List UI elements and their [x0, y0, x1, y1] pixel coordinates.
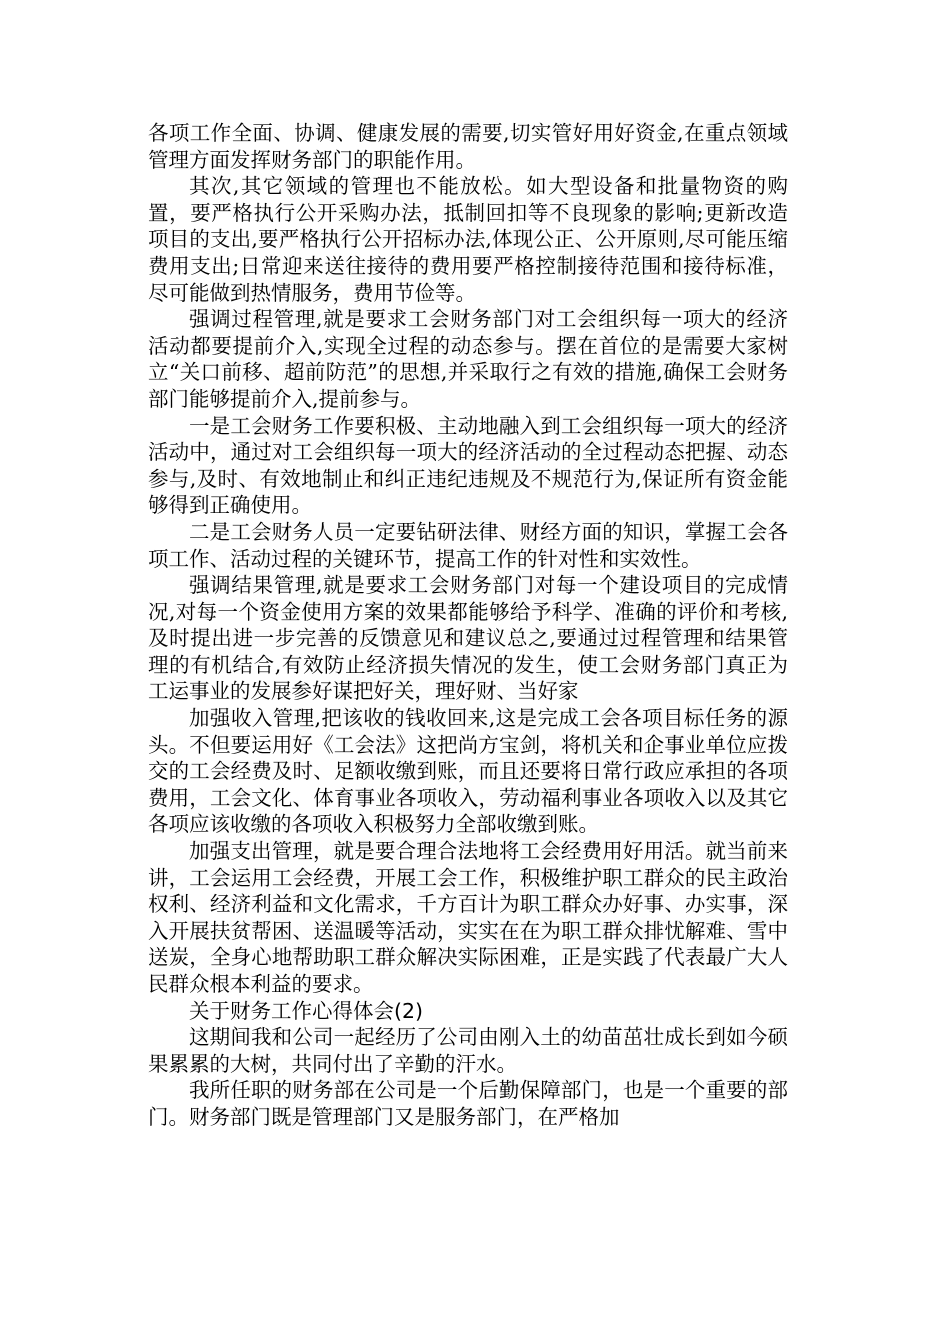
paragraph-company-growth: 这期间我和公司一起经历了公司由刚入土的幼苗茁壮成长到如今硕果累累的大树，共同付出了辛勤的汗水。 [148, 1025, 788, 1076]
paragraph-funds-management: 各项工作全面、协调、健康发展的需要,切实管好用好资金,在重点领域管理方面发挥财务部门的职能作用。 [148, 121, 788, 172]
paragraph-point-two: 二是工会财务人员一定要钻研法律、财经方面的知识，掌握工会各项工作、活动过程的关键环节，提高工作的针对性和实效性。 [148, 519, 788, 571]
paragraph-finance-department: 我所任职的财务部在公司是一个后勤保障部门，也是一个重要的部门。财务部门既是管理部门又是服务部门，在严格加 [148, 1078, 788, 1129]
section-heading: 关于财务工作心得体会(2) [189, 998, 424, 1023]
paragraph-expense-management: 加强支出管理，就是要合理合法地将工会经费用好用活。就当前来讲，工会运用工会经费，开展工会工作，积极维护职工群众的民主政治权利、经济利益和文化需求，千方百计为职工群众办好事、办实事，深入开展扶贫帮困、送温暖等活动，实实在在为职工群众排忧解难、雪中送炭，全身心地帮助职工群众解决实际困难，正是实践了代表最广大人民群众根本利益的要求。 [148, 839, 788, 996]
paragraph-income-management: 加强收入管理,把该收的钱收回来,这是完成工会各项目标任务的源头。不但要运用好《工会法》这把尚方宝剑，将机关和企事业单位应拨交的工会经费及时、足额收缴到账，而且还要将日常行政应承担的各项费用，工会文化、体育事业各项收入，劳动福利事业各项收入以及其它各项应该收缴的各项收入积极努力全部收缴到账。 [148, 706, 788, 837]
paragraph-other-areas: 其次,其它领域的管理也不能放松。如大型设备和批量物资的购置，要严格执行公开采购办法，抵制回扣等不良现象的影响;更新改造项目的支出,要严格执行公开招标办法,体现公正、公开原则,尽可能压缩费用支出;日常迎来送往接待的费用要严格控制接待范围和接待标准，尽可能做到热情服务，费用节俭等。 [148, 174, 788, 305]
document-page [148, 120, 788, 1131]
paragraph-process-management: 强调过程管理,就是要求工会财务部门对工会组织每一项大的经济活动都要提前介入,实现全过程的动态参与。摆在首位的是需要大家树立“关口前移、超前防范”的思想,并采取行之有效的措施,确保工会财务部门能够提前介入,提前参与。 [148, 307, 788, 411]
paragraph-result-management: 强调结果管理,就是要求工会财务部门对每一个建设项目的完成情况,对每一个资金使用方案的效果都能够给予科学、准确的评价和考核,及时提出进一步完善的反馈意见和建议总之,要通过过程管理和结果管理的有机结合,有效防止经济损失情况的发生，使工会财务部门真正为工运事业的发展参好谋把好关，理好财、当好家 [148, 573, 788, 704]
paragraph-point-one: 一是工会财务工作要积极、主动地融入到工会组织每一项大的经济活动中，通过对工会组织每一项大的经济活动的全过程动态把握、动态参与,及时、有效地制止和纠正违纪违规及不规范行为,保证所有资金能够得到正确使用。 [148, 413, 788, 518]
